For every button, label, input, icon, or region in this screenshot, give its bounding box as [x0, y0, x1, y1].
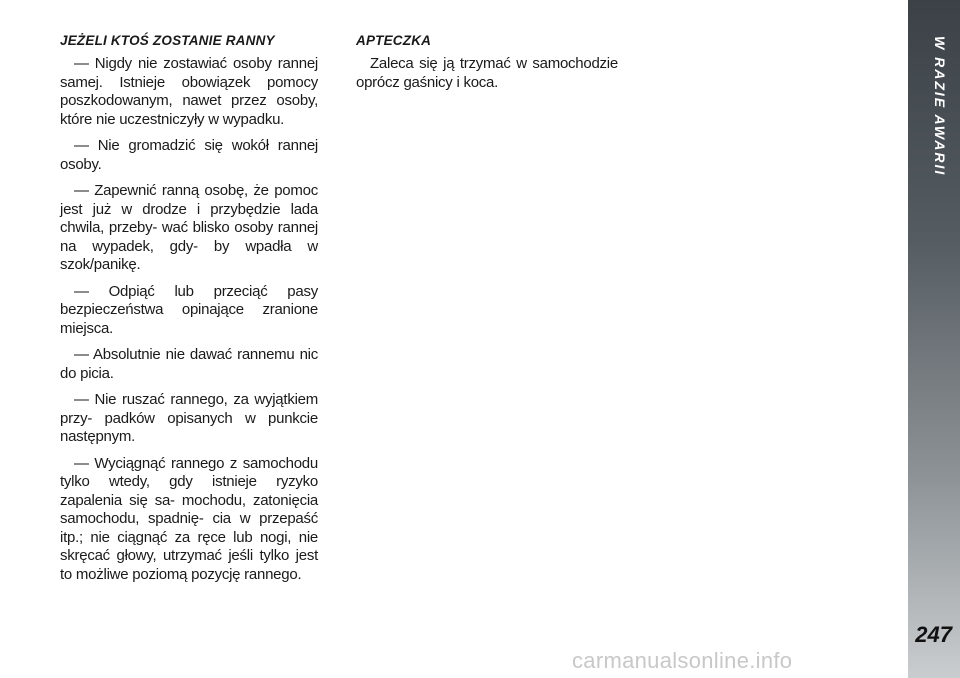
right-column [356, 32, 618, 100]
paragraph: — Odpiąć lub przeciąć pasy bezpieczeństwa opinające zranione miejsca. [60, 282, 318, 337]
paragraph: — Wyciągnąć rannego z samochodu tylko wtedy, gdy istnieje ryzyko zapalenia się sa- mochodu, zatonięcia samochodu, spadnię- cia w przepaść itp.; nie ciągnąć za ręce lub nogi, nie skręcać głowy, utrzymać jeśli tylko jest to możliwe poziomą pozycję rannego. [60, 454, 318, 583]
paragraph: Zaleca się ją trzymać w samochodzie oprócz gaśnicy i koca. [356, 55, 618, 91]
page-number: 247 [915, 622, 952, 647]
section-heading-first-aid-kit: APTECZKA [356, 33, 432, 48]
paragraph: — Nigdy nie zostawiać osoby rannej samej. Istnieje obowiązek pomocy poszkodowanym, nawet przez osoby, które nie uczestniczyły w wypadku. [60, 55, 318, 128]
paragraph: — Absolutnie nie dawać rannemu nic do picia. [60, 346, 318, 382]
paragraph: — Zapewnić ranną osobę, że pomoc jest już w drodze i przybędzie lada chwila, przeby- wać blisko osoby rannej na wypadek, gdy- by wpadła w szok/panikę. [60, 182, 318, 273]
chapter-sidebar [908, 0, 960, 678]
chapter-title: W RAZIE AWARII [932, 36, 948, 177]
paragraph: — Nie ruszać rannego, za wyjątkiem przy- padków opisanych w punkcie następnym. [60, 391, 318, 445]
section-heading-injured: JEŻELI KTOŚ ZOSTANIE RANNY [60, 33, 275, 48]
paragraph: — Nie gromadzić się wokół rannej osoby. [60, 137, 318, 173]
left-column [60, 32, 318, 592]
watermark-text: carmanualsonline.info [572, 648, 793, 673]
